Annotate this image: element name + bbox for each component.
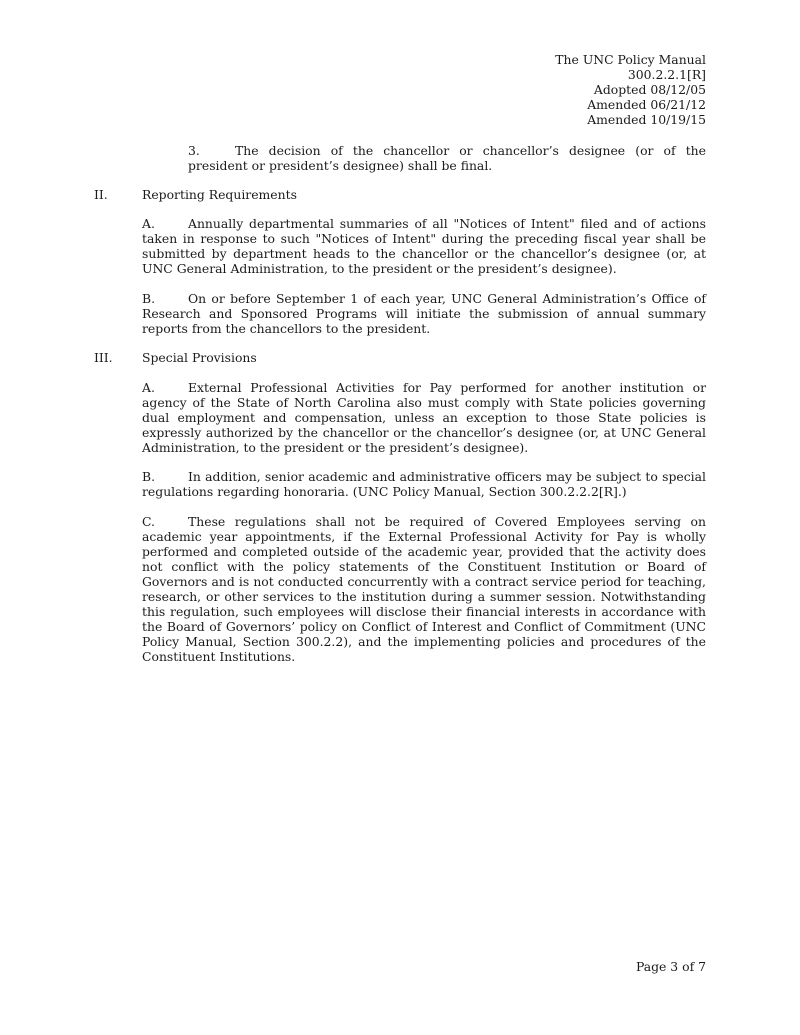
paragraph-text: In addition, senior academic and administrative officers may be subject to special regulations regarding honoraria. (UNC Policy Manual, Section 300.2.2.2[R].) (142, 469, 706, 499)
paragraph-letter: B. (142, 291, 156, 306)
reporting-paragraph-a (142, 216, 706, 276)
policy-number: 300.2.2.1[R] (627, 67, 706, 82)
paragraph-text: Annually departmental summaries of all "Notices of Intent" filed and of actions taken in response to such "Notices of Intent" during the preceding fiscal year shall be submitted by department heads to the chancellor or the chancellor’s designee (or, at UNC General Administration, to the president or the president’s designee). (142, 216, 706, 276)
item-text: The decision of the chancellor or chancellor’s designee (or of the president or president’s designee) shall be final. (188, 143, 706, 173)
special-provisions-paragraph-b (142, 469, 706, 499)
section-heading-special-provisions (94, 350, 257, 365)
section-title: Reporting Requirements (142, 187, 297, 202)
paragraph-text: These regulations shall not be required of Covered Employees serving on academic year appointments, if the External Professional Activity for Pay is wholly performed and completed outside of the academic year, provided that the activity does not conflict with the policy statements of the Constituent Institution or Board of Governors and is not conducted concurrently with a contract service period for teaching, research, or other services to the institution during a summer session. Notwithstanding this regulation, such employees will disclose their financial interests in accordance with the Board of Governors’ policy on Conflict of Interest and Conflict of Commitment (UNC Policy Manual, Section 300.2.2), and the implementing policies and procedures of the Constituent Institutions. (142, 514, 706, 664)
paragraph-letter: A. (142, 380, 155, 395)
section-number: II. (94, 187, 108, 202)
page-number: Page 3 of 7 (635, 959, 706, 974)
adopted-date: Adopted 08/12/05 (593, 82, 706, 97)
amended-date-1: Amended 06/21/12 (587, 97, 706, 112)
item-3-paragraph (188, 143, 706, 173)
paragraph-letter: A. (142, 216, 155, 231)
amended-date-2: Amended 10/19/15 (587, 112, 706, 127)
manual-title: The UNC Policy Manual (555, 52, 706, 67)
item-number: 3. (188, 143, 200, 158)
paragraph-letter: B. (142, 469, 156, 484)
reporting-paragraph-b (142, 291, 706, 336)
special-provisions-paragraph-a (142, 380, 706, 455)
document-header (555, 52, 706, 127)
section-heading-reporting (94, 187, 297, 202)
section-number: III. (94, 350, 113, 365)
special-provisions-paragraph-c (142, 514, 706, 664)
section-title: Special Provisions (142, 350, 257, 365)
paragraph-text: On or before September 1 of each year, UNC General Administration’s Office of Research and Sponsored Programs will initiate the submission of annual summary reports from the chancellors to the president. (142, 291, 706, 336)
paragraph-text: External Professional Activities for Pay performed for another institution or agency of the State of North Carolina also must comply with State policies governing dual employment and compensation, unless an exception to those State policies is expressly authorized by the chancellor or the chancellor’s designee (or, at UNC General Administration, to the president or the president’s designee). (142, 380, 706, 455)
paragraph-letter: C. (142, 514, 155, 529)
